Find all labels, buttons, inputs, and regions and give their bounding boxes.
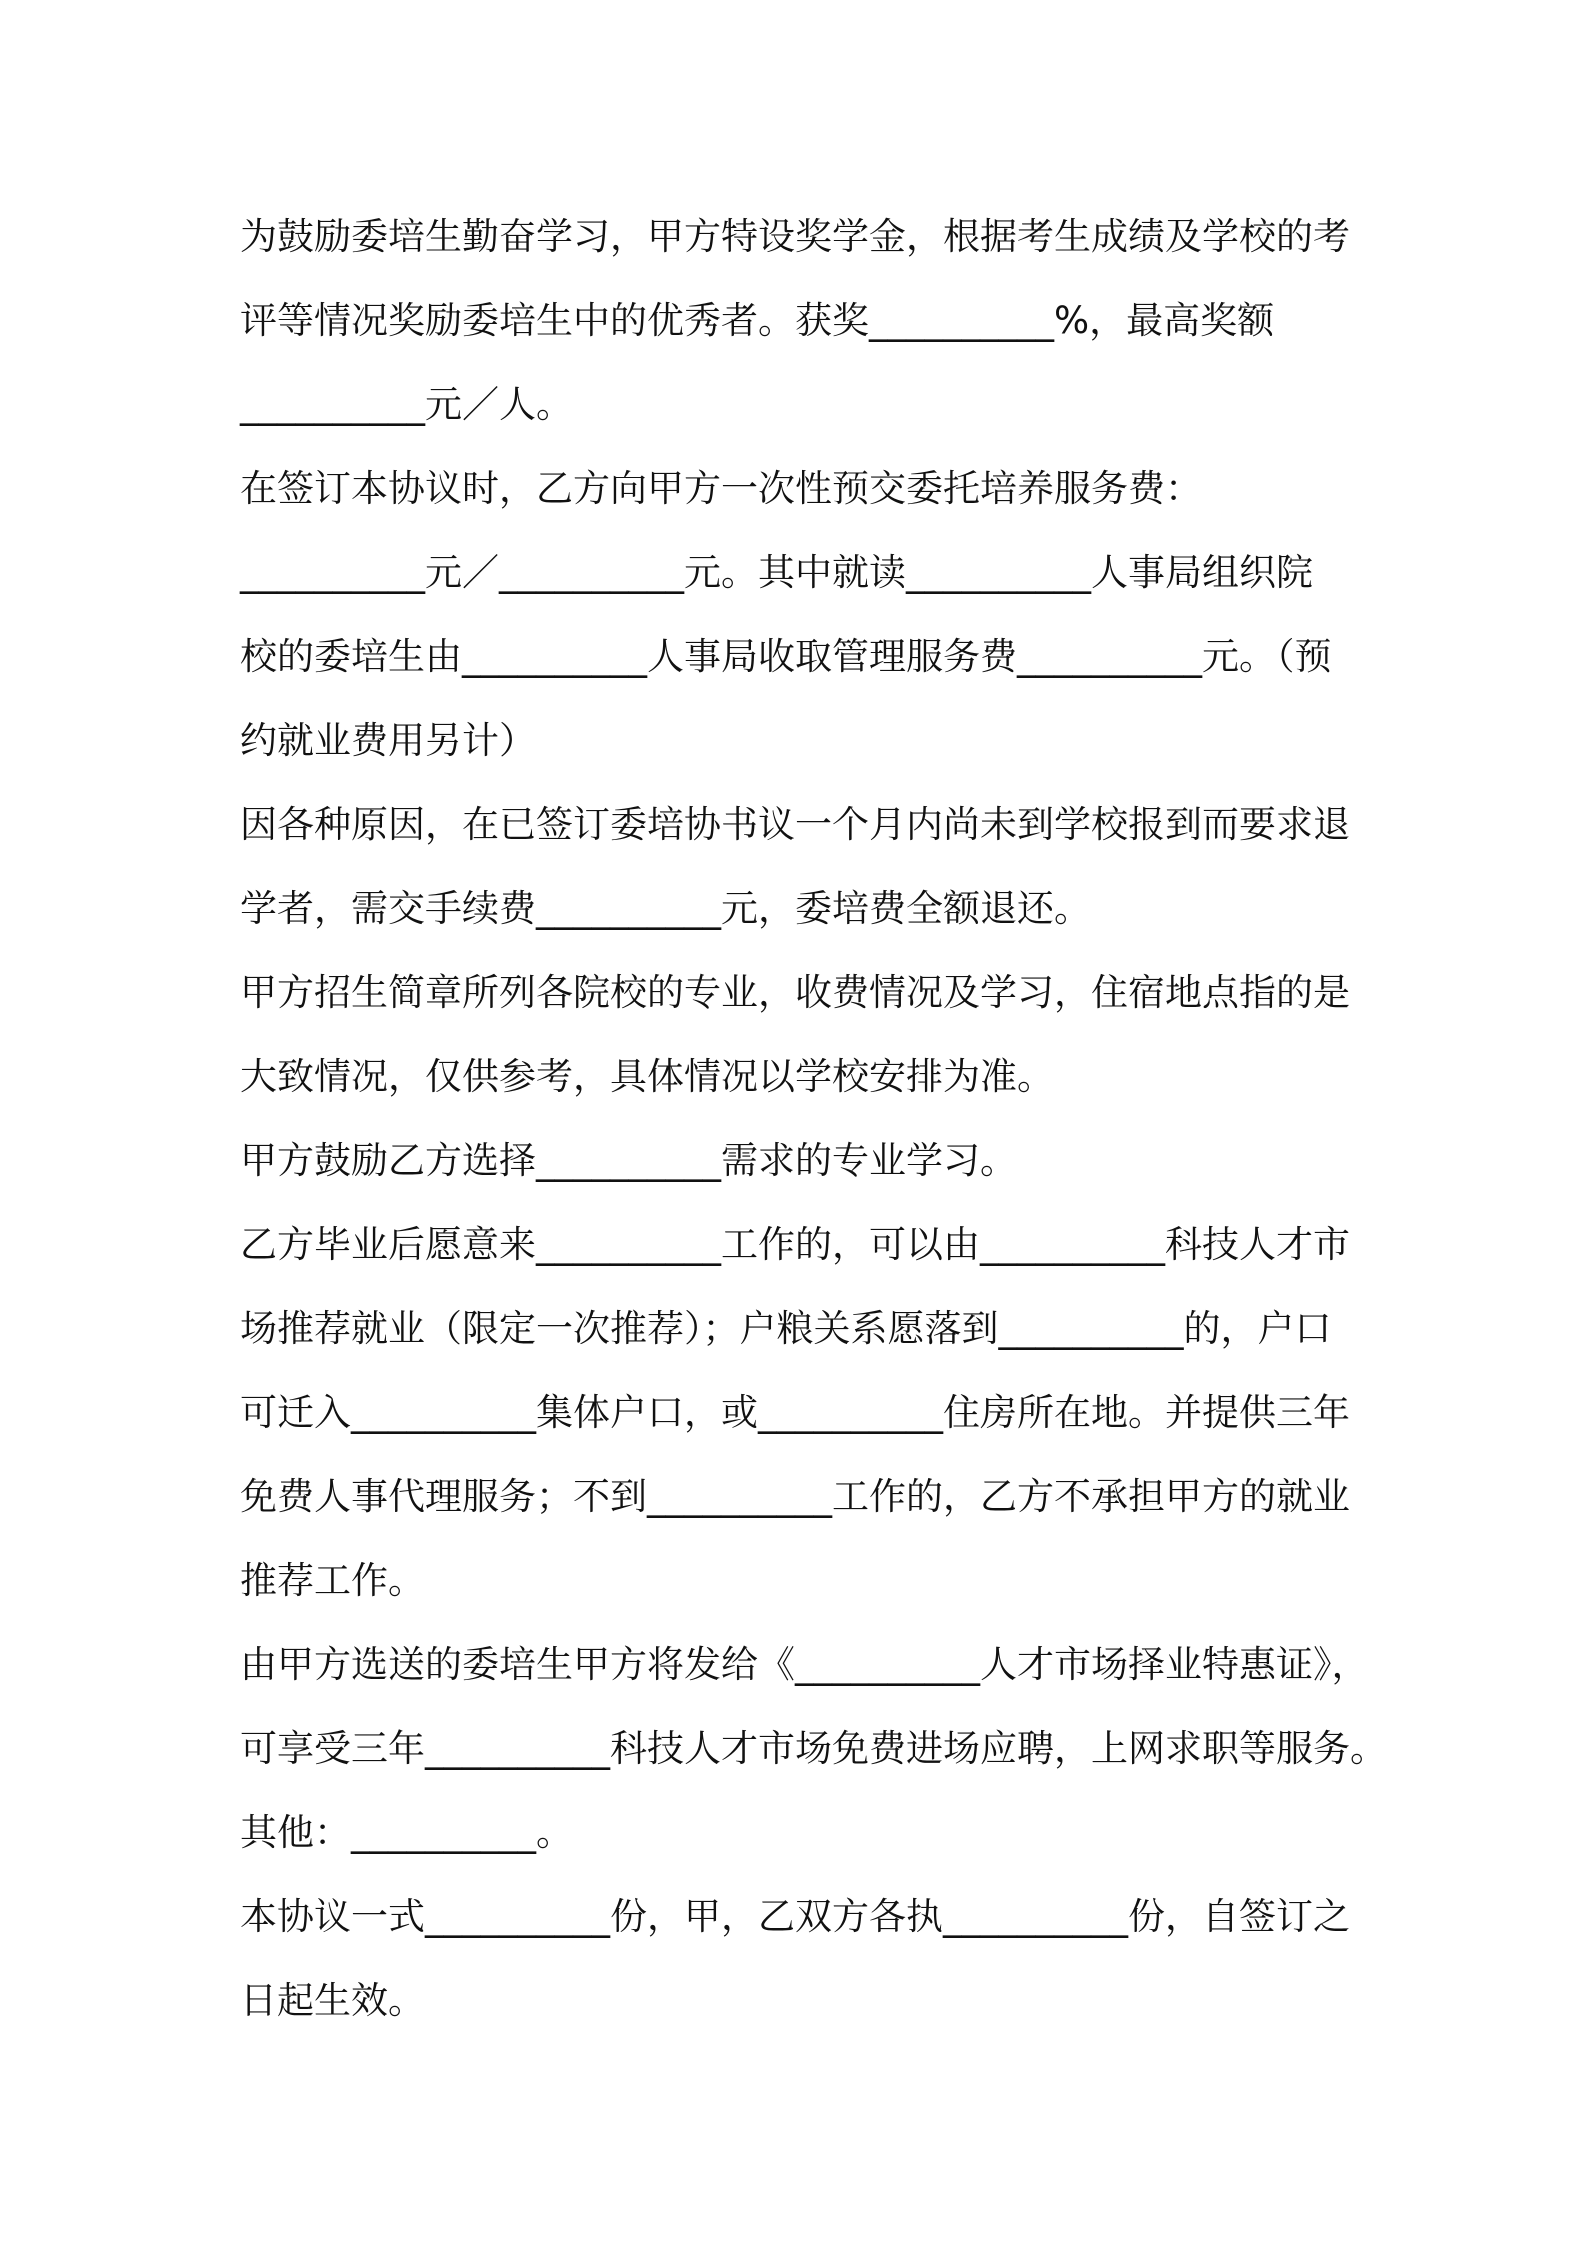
text-line: 其他：__________。	[240, 1811, 573, 1854]
text-line: 学者，需交手续费__________元，委培费全额退还。	[240, 887, 1091, 930]
text-line: 甲方招生简章所列各院校的专业，收费情况及学习，住宿地点指的是	[240, 971, 1350, 1014]
text-line: 推荐工作。	[240, 1559, 425, 1602]
text-line: 校的委培生由__________人事局收取管理服务费__________元。（预	[240, 635, 1332, 678]
text-line: 甲方鼓励乙方选择__________需求的专业学习。	[240, 1139, 1017, 1182]
text-line: 在签订本协议时，乙方向甲方一次性预交委托培养服务费：	[240, 467, 1202, 510]
text-line: 大致情况，仅供参考，具体情况以学校安排为准。	[240, 1055, 1054, 1098]
text-line: 为鼓励委培生勤奋学习，甲方特设奖学金，根据考生成绩及学校的考	[240, 215, 1350, 258]
text-line: 场推荐就业（限定一次推荐）；户粮关系愿落到__________的，户口	[240, 1307, 1332, 1350]
text-line: 约就业费用另计）	[240, 719, 536, 762]
text-line: 可享受三年__________科技人才市场免费进场应聘，上网求职等服务。	[240, 1727, 1387, 1770]
text-line: 乙方毕业后愿意来__________工作的，可以由__________科技人才市	[240, 1223, 1350, 1266]
text-line: 免费人事代理服务；不到__________工作的，乙方不承担甲方的就业	[240, 1475, 1350, 1518]
document-body	[240, 195, 1387, 2043]
text-line: __________元／__________元。其中就读__________人事局组织院	[240, 551, 1313, 594]
text-line: 因各种原因，在已签订委培协书议一个月内尚未到学校报到而要求退	[240, 803, 1350, 846]
text-line: 日起生效。	[240, 1979, 425, 2022]
text-line: 可迁入__________集体户口，或__________住房所在地。并提供三年	[240, 1391, 1350, 1434]
text-line: 本协议一式__________份，甲，乙双方各执__________份，自签订之	[240, 1895, 1350, 1938]
text-line: __________元／人。	[240, 383, 573, 426]
text-line: 评等情况奖励委培生中的优秀者。获奖__________%，最高奖额	[240, 299, 1275, 342]
text-line: 由甲方选送的委培生甲方将发给《__________人才市场择业特惠证》，	[240, 1643, 1369, 1686]
